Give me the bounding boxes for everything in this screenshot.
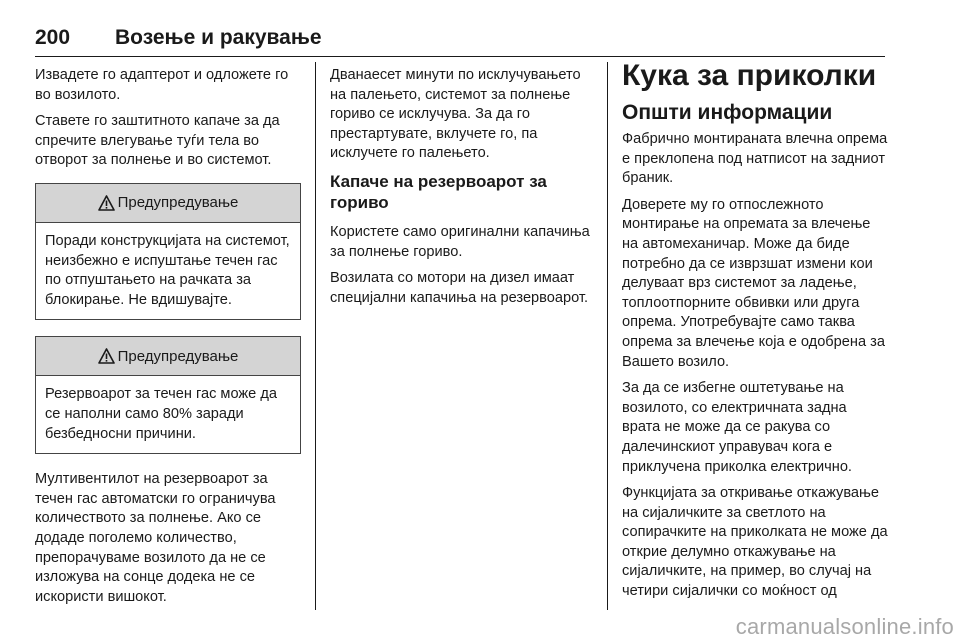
warning-box: [35, 183, 301, 320]
column-divider: [607, 62, 608, 610]
warning-text: Резервоарот за течен гас може да се наполни само 80% заради безбедносни причини.: [45, 386, 277, 442]
paragraph: Фабрично монтираната влечна опрема е преклопена под натписот на задниот браник.: [622, 131, 888, 187]
chapter-title: Кука за приколки: [622, 59, 877, 92]
column-3: [622, 59, 888, 609]
subsection-heading: Општи информации: [622, 101, 833, 124]
paragraph: Ставете го заштитното капаче за да спречите влегување туѓи тела во отворот за полнење и во системот.: [35, 113, 280, 169]
warning-triangle-icon: [98, 348, 115, 364]
warning-header: [36, 337, 300, 376]
page-header: [35, 26, 885, 57]
paragraph: Функцијата за откривање откажување на сијаличките за светлото на сопирачките на приколката не може да открие делумно откажување на сијаличките, на пример, во случај на четири сијалички со моќност од: [622, 485, 888, 600]
warning-box: [35, 336, 301, 454]
paragraph: За да се избегне оштетување на возилото, со електричната задна врата не може да се ракува со далечинскиот управувач кога е приклучена приколка електрично.: [622, 380, 852, 475]
paragraph: Доверете му го отпослежното монтирање на опремата за влечење на автомеханичар. Може да биде потребно да се изврзшат измени кои делуваат врз системот за ладење, топлоотпорните обвивки или друга опрема. Употребувајте само таква опрема за влечење која е одобрена за Вашето возило.: [622, 196, 885, 370]
column-divider: [315, 62, 316, 610]
paragraph: Дванаесет минути по исклучувањето на палењето, системот за полнење гориво се исклучува. За да го престартувате, вклучете го, па исклучете го палењето.: [330, 67, 581, 162]
paragraph: Извадете го адаптерот и одложете го во возилото.: [35, 67, 289, 103]
warning-title: Предупредување: [117, 347, 239, 365]
warning-text: Поради конструкцијата на системот, неизбежно е испуштање течен гас по отпуштањето на рачката за блокирање. Не вдишувајте.: [45, 232, 290, 308]
warning-title: Предупредување: [117, 194, 239, 212]
section-title: Возење и ракување: [115, 26, 322, 49]
subsection-heading: Капаче на резервоарот за гориво: [330, 171, 547, 212]
paragraph: Возилата со мотори на дизел имаат специјални капачиња на резервоарот.: [330, 270, 589, 306]
watermark: carmanualsonline.info: [735, 614, 954, 639]
column-2: [330, 66, 596, 315]
warning-triangle-icon: [98, 195, 115, 211]
page-number: 200: [35, 26, 71, 49]
column-1: [35, 66, 301, 614]
warning-header: [36, 184, 300, 223]
paragraph: Мултивентилот на резервоарот за течен гас автоматски го ограничува количеството за полнење. Ако се додаде поголемо количество, препорачуваме возилото да не се изложува на сонце додека не се искористи вишокот.: [35, 471, 276, 605]
paragraph: Користете само оригинални капачиња за полнење гориво.: [330, 223, 590, 260]
